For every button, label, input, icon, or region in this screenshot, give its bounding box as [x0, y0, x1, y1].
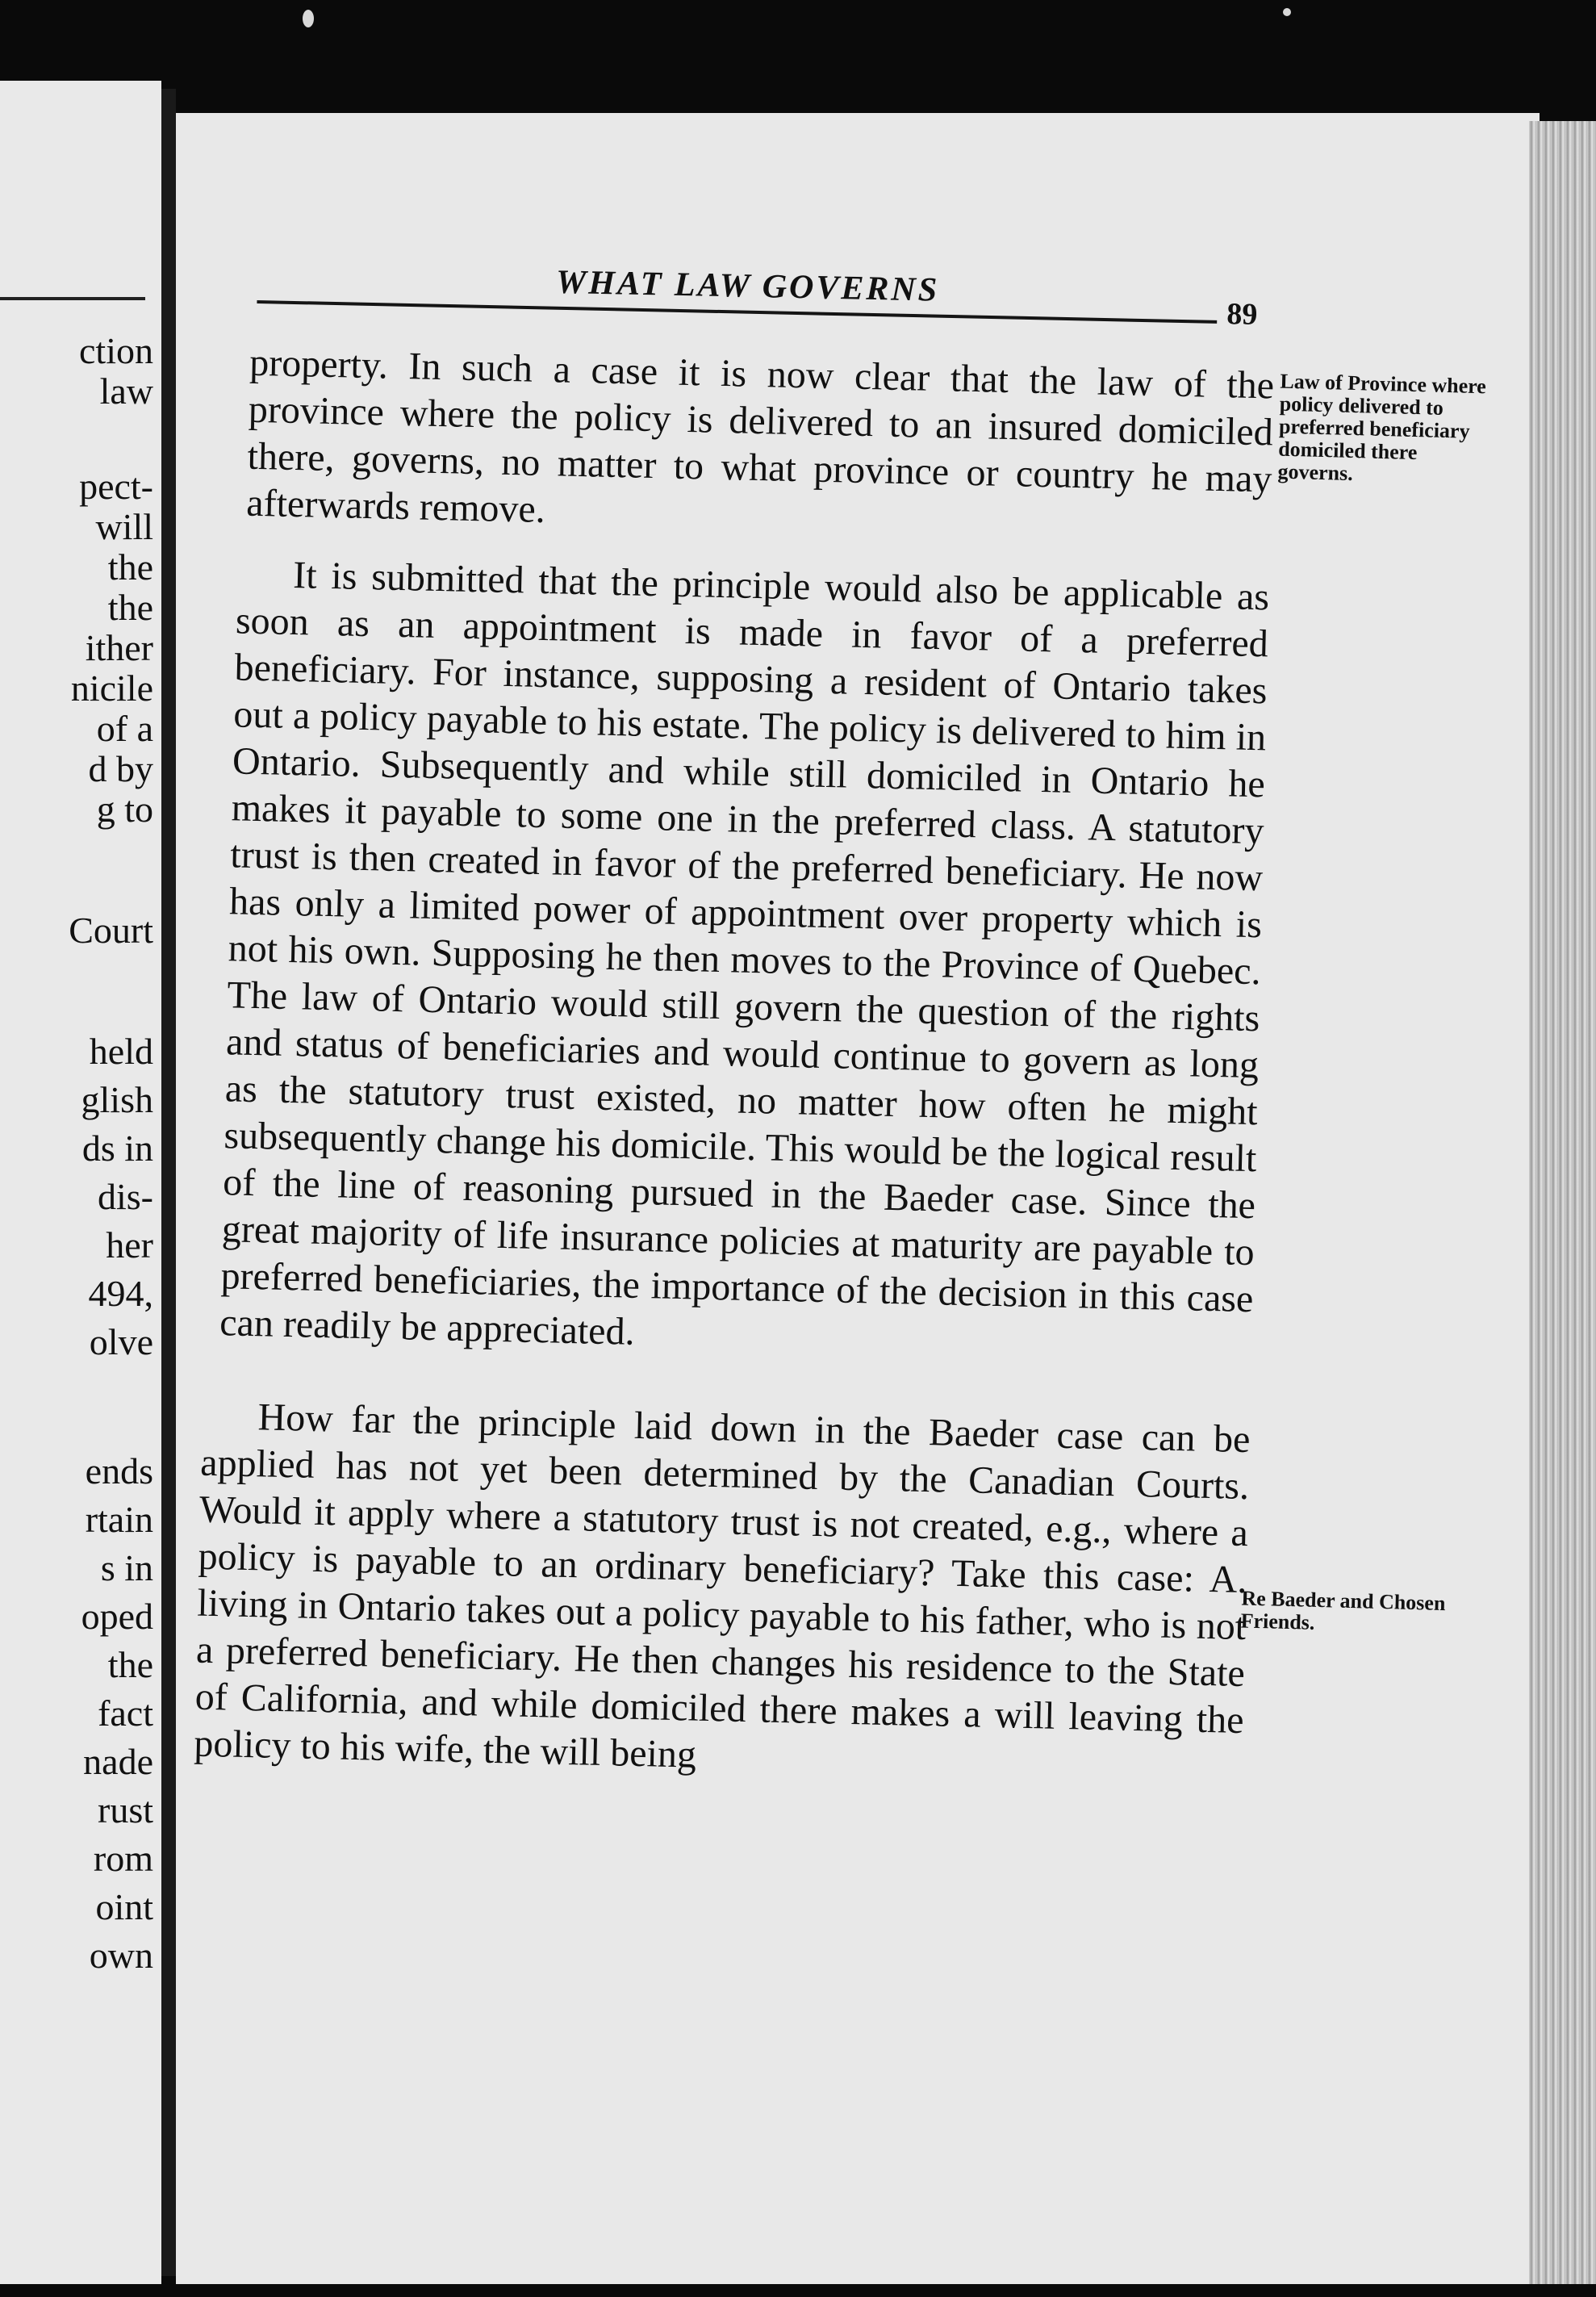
left-page	[0, 81, 161, 2284]
left-page-rule	[0, 297, 145, 300]
left-page-fragment: ds in	[81, 1128, 153, 1169]
left-page-fragment: ither	[85, 627, 153, 668]
left-page-fragment: rom	[93, 1838, 153, 1879]
left-page-fragment: olve	[89, 1321, 153, 1362]
left-page-fragment: pect-	[79, 466, 153, 507]
margin-note: Law of Province where policy delivered to preferred beneficiary domiciled there governs.	[1277, 369, 1487, 486]
left-page-fragment: of a	[96, 708, 153, 749]
left-page-fragment: own	[89, 1935, 153, 1976]
left-page-fragment: the	[107, 546, 153, 588]
left-page-fragment: fact	[98, 1692, 153, 1734]
left-page-fragment: held	[89, 1031, 153, 1072]
scan-speck	[1283, 8, 1291, 16]
left-page-fragment: the	[107, 587, 153, 628]
left-page-fragment: ction	[79, 330, 153, 371]
left-page-fragment: oped	[81, 1596, 153, 1637]
body-text	[194, 339, 1275, 1791]
paragraph: property. In such a case it is now clear that the law of the province where the policy is delivered to an insured domiciled there, governs, no matter to what province or country he may afterwards remove.	[245, 341, 1275, 532]
left-page-fragment: dis-	[98, 1176, 153, 1217]
left-page-fragment: rtain	[85, 1499, 153, 1540]
left-page-fragment: nade	[83, 1741, 153, 1782]
scan-speck	[303, 10, 314, 27]
left-page-fragment: the	[107, 1644, 153, 1685]
book-gutter	[161, 89, 176, 2276]
paragraph: It is submitted that the principle would also be applicable as soon as an appointment is made in favor of a preferred beneficiary. For instance, supposing a resident of Ontario takes out a policy payable to his estate. The policy is delivered to him in Ontario. Subsequently and while still domiciled in Ontario he makes it payable to some one in the preferred class. A statutory trust is then created in favor of the preferred beneficiary. He now has only a limited power of appointment over property which is not his own. Supposing he then moves to the Province of Quebec. The law of Ontario would still govern the question of the rights and status of beneficiaries and would continue to govern as long as the statutory trust existed, no matter how often he might subsequently change his domicile. This would be the logical result of the line of reasoning pursued in the Baeder case. Since the great majority of life insurance policies at maturity are payable to preferred beneficiaries, the importance of the decision in this case can readily be appreciated.	[219, 553, 1270, 1354]
left-page-fragment: will	[95, 506, 153, 547]
left-page-fragment: oint	[95, 1886, 153, 1927]
page-number: 89	[1226, 297, 1258, 332]
left-page-fragment: d by	[88, 748, 153, 789]
left-page-fragment: law	[99, 370, 153, 412]
left-page-fragment: g to	[96, 789, 153, 830]
left-page-fragment: Court	[69, 910, 153, 951]
page-edges	[1529, 121, 1596, 2284]
left-page-fragment: ends	[85, 1450, 153, 1492]
left-page-fragment: glish	[81, 1079, 153, 1120]
left-page-fragment: nicile	[70, 667, 153, 709]
paragraph: How far the principle laid down in the Baeder case can be applied has not yet been determined by the Canadian Courts. Would it apply where a statutory trust is not created, e.g., where a policy is payable to an ordinary beneficiary? Take this case: A. living in Ontario takes out a policy payable to his father, who is not a preferred beneficiary. He then changes his residence to the State of California, and while domiciled there makes a will leaving the policy to his wife, the will being	[193, 1395, 1251, 1776]
margin-note: Re Baeder and Chosen Friends.	[1240, 1586, 1446, 1634]
running-title: WHAT LAW GOVERNS	[555, 263, 940, 309]
left-page-fragment: 494,	[88, 1273, 153, 1314]
left-page-fragment: her	[106, 1224, 153, 1266]
left-page-fragment: rust	[98, 1789, 153, 1830]
left-page-fragment: s in	[100, 1547, 153, 1588]
